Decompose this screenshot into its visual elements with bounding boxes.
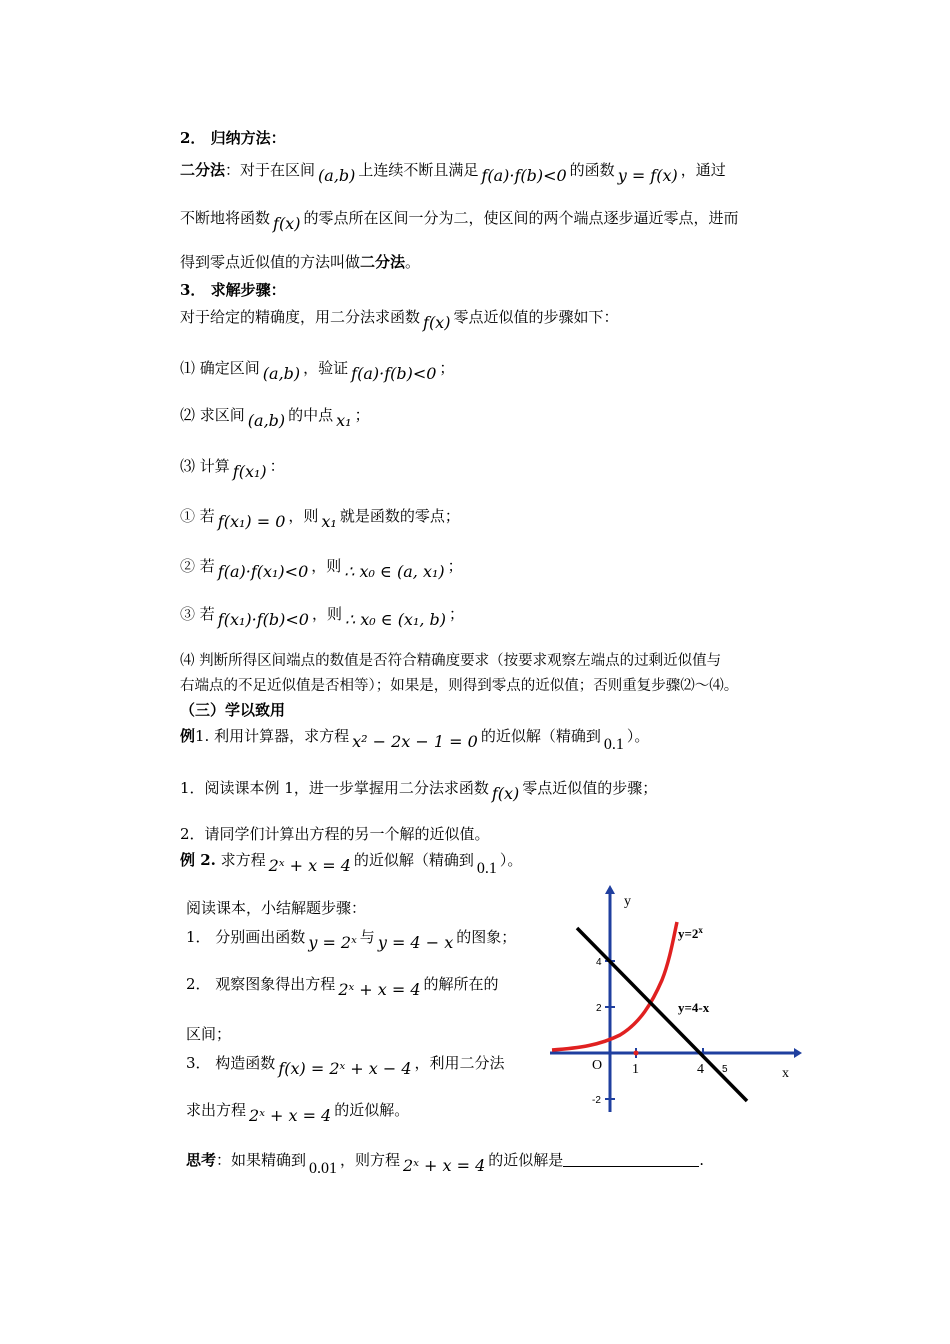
text: 1．阅读课本例 1，进一步掌握用二分法求函数 (180, 779, 489, 797)
y-tick-label-2: 2 (596, 1003, 602, 1014)
example-2-step-3-cont (186, 1100, 409, 1126)
text: 不断地将函数 (180, 209, 271, 227)
function-graph (540, 880, 805, 1115)
step-3 (180, 456, 285, 482)
text: ）。 (626, 727, 650, 745)
math-product-condition: f(a)·f(b)<0 (351, 364, 437, 383)
math-interval: (a,b) (262, 364, 301, 383)
exp-curve (552, 922, 677, 1050)
text: ）。 (499, 851, 523, 869)
math-fx1: f(x₁) (232, 462, 267, 481)
text: ，利用二分法 (414, 1054, 505, 1072)
section-heading-method: 2． 归纳方法： (180, 129, 286, 147)
text: . (699, 1151, 705, 1169)
text: 零点近似值的步骤； (522, 779, 658, 797)
text: 的近似解（精确到 (353, 851, 474, 869)
bisection-term: 二分法 (360, 253, 406, 271)
example-label: 例 2. (180, 851, 216, 869)
text: 与 (359, 928, 375, 946)
text: 利用计算器，求方程 (209, 727, 350, 745)
case-3 (180, 604, 464, 630)
math-condition: f(x₁)·f(b)<0 (217, 610, 309, 629)
bisection-definition-line-2 (180, 208, 738, 234)
y-tick-label-neg2: -2 (592, 1095, 601, 1106)
section-heading-steps: 3． 求解步骤： (180, 281, 286, 299)
text: 1. (195, 727, 210, 745)
text: ； (439, 359, 455, 377)
steps-intro (180, 307, 618, 333)
text: ⑴ 确定区间 (180, 359, 260, 377)
case-2 (180, 556, 463, 582)
math-equation: x² − 2x − 1 = 0 (352, 732, 478, 751)
text: ，则 (311, 605, 342, 623)
step-4-line-1: ⑷ 判断所得区间端点的数值是否符合精确度要求（按要求观察左端点的过剩近似值与 (180, 653, 722, 669)
text: ； (354, 406, 370, 424)
think-label: 思考 (186, 1151, 217, 1169)
math-x1: x₁ (321, 512, 337, 531)
answer-blank[interactable] (563, 1152, 699, 1167)
math-function: y = 2ˣ (308, 933, 357, 952)
origin-label: O (592, 1058, 603, 1073)
math-condition: f(a)·f(x₁)<0 (217, 562, 309, 581)
text: ，则 (311, 557, 342, 575)
y-tick-label-4: 4 (596, 957, 602, 968)
x-axis-arrow-icon (794, 1048, 802, 1058)
math-fx: f(x) (423, 313, 451, 332)
example-1 (180, 726, 649, 755)
text: ：如果精确到 (216, 1151, 307, 1169)
math-product-condition: f(a)·f(b)<0 (481, 166, 567, 185)
math-function: y = f(x) (617, 166, 678, 185)
text: 的解所在的 (423, 975, 499, 993)
math-conclusion: ∴ x₀ ∈ (a, x₁) (344, 562, 445, 581)
text: 的近似解。 (334, 1101, 410, 1119)
text: 3． 构造函数 (186, 1054, 276, 1072)
curve1-label (678, 925, 703, 941)
step-1 (180, 358, 454, 384)
text: 的中点 (288, 406, 334, 424)
math-interval: (a,b) (318, 166, 356, 185)
section-heading-apply: （三）学以致用 (180, 701, 286, 719)
text: 的函数 (569, 161, 615, 179)
text: ，通过 (680, 161, 726, 179)
curve1-label-sup: x (698, 925, 703, 935)
example-1-read-1 (180, 778, 657, 804)
math-midpoint: x₁ (336, 411, 352, 430)
math-condition: f(x₁) = 0 (217, 512, 286, 531)
example-2 (180, 850, 522, 879)
text: 2． 观察图象得出方程 (186, 975, 336, 993)
text: 就是函数的零点； (339, 507, 460, 525)
math-function: y = 4 − x (377, 933, 454, 952)
example-1-read-2: 2．请同学们计算出方程的另一个解的近似值。 (180, 825, 490, 843)
text: 零点近似值的步骤如下： (453, 308, 619, 326)
text: 得到零点近似值的方法叫做 (180, 253, 361, 271)
text: 。 (405, 253, 421, 271)
text: ； (449, 605, 465, 623)
linear-line (577, 928, 747, 1101)
curve1-label-text: y=2 (678, 926, 699, 941)
think-question (186, 1150, 704, 1179)
math-precision: 0.01 (309, 1160, 338, 1177)
x-point-1 (634, 1051, 639, 1056)
bisection-term: 二分法 (180, 161, 226, 179)
math-function-def: f(x) = 2ˣ + x − 4 (278, 1059, 412, 1078)
text: 的零点所在区间一分为二，使区间的两个端点逐步逼近零点，进而 (303, 209, 739, 227)
y-axis-label: y (624, 894, 631, 909)
math-equation: 2ˣ + x = 4 (268, 856, 351, 875)
text: 求出方程 (186, 1101, 247, 1119)
example-2-step-1 (186, 927, 516, 953)
y-axis-arrow-icon (605, 885, 615, 894)
x-axis-label: x (782, 1066, 789, 1081)
text: ② 若 (180, 557, 215, 575)
math-precision: 0.1 (476, 860, 497, 877)
text: 的近似解（精确到 (480, 727, 601, 745)
text: ，则方程 (340, 1151, 401, 1169)
math-interval: (a,b) (247, 411, 286, 430)
text: ① 若 (180, 507, 215, 525)
step-2 (180, 405, 370, 431)
bisection-definition-line-3 (180, 252, 420, 272)
example-2-step-2 (186, 974, 499, 1000)
math-equation: 2ˣ + x = 4 (249, 1106, 332, 1125)
text: ，则 (288, 507, 319, 525)
text: 上连续不断且满足 (358, 161, 479, 179)
x-tick-label-1: 1 (632, 1062, 639, 1077)
math-fx: f(x) (491, 784, 520, 803)
math-equation: 2ˣ + x = 4 (403, 1156, 486, 1175)
example-2-step-2-cont: 区间； (186, 1025, 232, 1043)
text: ，验证 (303, 359, 349, 377)
case-1 (180, 506, 460, 532)
text: ⑵ 求区间 (180, 406, 245, 424)
curve2-label: y=4-x (678, 1000, 710, 1015)
text: ； (447, 557, 463, 575)
x-tick-label-4: 4 (697, 1062, 704, 1077)
text: ⑶ 计算 (180, 457, 230, 475)
math-equation: 2ˣ + x = 4 (338, 980, 421, 999)
text: 1． 分别画出函数 (186, 928, 306, 946)
text: 求方程 (215, 851, 266, 869)
example-label: 例 (180, 727, 196, 745)
step-4-line-2: 右端点的不足近似值是否相等）；如果是，则得到零点的近似值；否则重复步骤⑵～⑷。 (180, 678, 739, 694)
text: 的近似解是 (488, 1151, 564, 1169)
text: ③ 若 (180, 605, 215, 623)
math-precision: 0.1 (603, 736, 624, 753)
x-tick-label-5: 5 (722, 1064, 728, 1075)
text: ：对于在区间 (225, 161, 316, 179)
example-2-step-3 (186, 1053, 505, 1079)
example-2-read: 阅读课本，小结解题步骤： (186, 899, 367, 917)
math-fx: f(x) (273, 214, 301, 233)
text: 对于给定的精确度，用二分法求函数 (180, 308, 421, 326)
text: ： (269, 457, 285, 475)
bisection-definition-line-1 (180, 160, 726, 186)
math-conclusion: ∴ x₀ ∈ (x₁, b) (344, 610, 447, 629)
text: 的图象； (456, 928, 517, 946)
